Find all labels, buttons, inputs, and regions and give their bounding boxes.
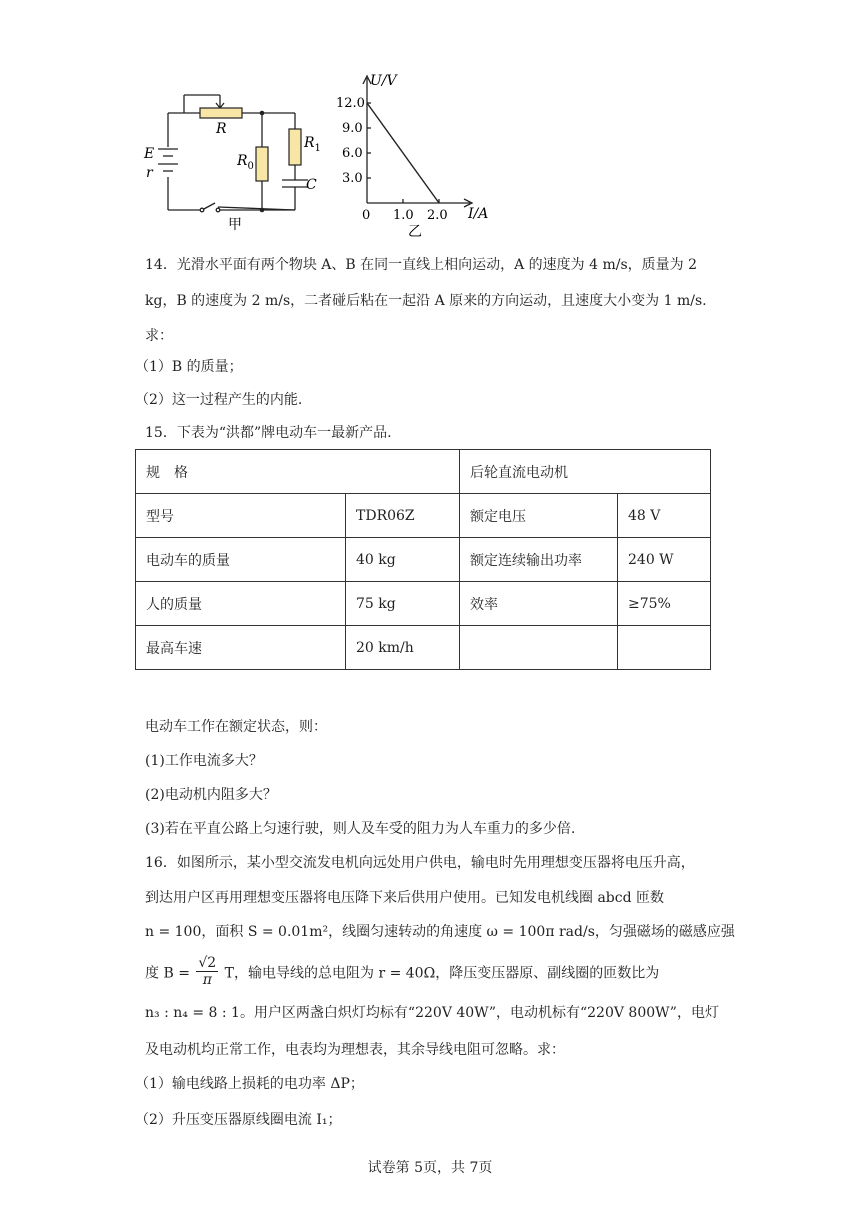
table-cell: 20 km/h <box>346 626 460 670</box>
fraction-numerator: √2 <box>198 955 217 971</box>
q15-intro: 15．下表为“洪都”牌电动车一最新产品. <box>145 425 392 441</box>
circuit-diagram <box>140 85 321 235</box>
q14-line3: 求： <box>145 328 173 344</box>
table-cell <box>460 626 618 670</box>
q16-line6: 及电动机均正常工作，电表均为理想表，其余导线电阻可忽略。求： <box>145 1042 565 1058</box>
q16-line4-suffix: T，输电导线的总电阻为 r = 40Ω，降压变压器原、副线圈的匝数比为 <box>224 965 660 982</box>
q16-sub2: （2）升压变压器原线圈电流 I₁； <box>135 1112 342 1128</box>
q15-sub1: (1)工作电流多大？ <box>145 753 263 769</box>
table-row <box>136 538 711 582</box>
q16-line4-prefix: 度 B = <box>145 965 190 982</box>
table-cell: 75 kg <box>346 582 460 626</box>
q16-line2: 到达用户区再用理想变压器将电压降下来后供用户使用。已知发电机线圈 abcd 匝数 <box>145 890 665 906</box>
table-cell: 48 V <box>618 494 711 538</box>
xtick-2: 2.0 <box>427 208 448 223</box>
graph-caption: 乙 <box>408 224 422 240</box>
table-cell <box>618 626 711 670</box>
table-cell: 电动车的质量 <box>136 538 346 582</box>
table-cell: 额定电压 <box>460 494 618 538</box>
label-capacitor: C <box>306 177 317 193</box>
xtick-0: 0 <box>362 208 371 223</box>
label-internal-r: r <box>146 165 153 181</box>
q14-sub2: （2）这一过程产生的内能. <box>135 392 303 408</box>
fraction <box>196 955 218 988</box>
q14-sub1: （1）B 的质量； <box>135 359 243 375</box>
q14-line2: kg，B 的速度为 2 m/s，二者碰后粘在一起沿 A 原来的方向运动，且速度大小变为 1 m/s. <box>145 293 707 309</box>
xtick-1: 1.0 <box>393 208 414 223</box>
table-row <box>136 494 711 538</box>
ytick-6: 6.0 <box>342 146 363 161</box>
q16-sub1: （1）输电线路上损耗的电功率 ΔP； <box>135 1076 364 1092</box>
table-cell: 效率 <box>460 582 618 626</box>
table-cell: 240 W <box>618 538 711 582</box>
q16-line3: n = 100，面积 S = 0.01m²，线圈匀速转动的角速度 ω = 100π rad/s，匀强磁场的磁感应强 <box>145 924 735 940</box>
table-cell: ≥75% <box>618 582 711 626</box>
q15-sub2: (2)电动机内阻多大？ <box>145 787 277 803</box>
label-rheostat: R <box>216 121 227 137</box>
ytick-12: 12.0 <box>336 96 365 111</box>
spec-table <box>135 449 711 670</box>
circuit-caption: 甲 <box>228 217 242 233</box>
q14-line1: 14．光滑水平面有两个物块 A、B 在同一直线上相向运动，A 的速度为 4 m/s，质量为 2 <box>145 257 698 273</box>
table-row <box>136 626 711 670</box>
q16-line1: 16．如图所示，某小型交流发电机向远处用户供电，输电时先用理想变压器将电压升高， <box>145 855 695 871</box>
q15-sub3: (3)若在平直公路上匀速行驶，则人及车受的阻力为人车重力的多少倍. <box>145 821 576 837</box>
table-row <box>136 450 711 494</box>
table-header-right: 后轮直流电动机 <box>460 450 711 494</box>
table-cell: 40 kg <box>346 538 460 582</box>
graph-xlabel: I/A <box>468 206 489 222</box>
ytick-3: 3.0 <box>342 171 363 186</box>
table-cell: 最高车速 <box>136 626 346 670</box>
fraction-denominator: π <box>202 972 212 988</box>
table-cell: 额定连续输出功率 <box>460 538 618 582</box>
q16-line5: n₃ : n₄ = 8 : 1。用户区两盏白炽灯均标有“220V 40W”，电动机标有“220V 800W”，电灯 <box>145 1005 719 1021</box>
table-cell: 型号 <box>136 494 346 538</box>
label-r0: $R_0$ <box>237 153 254 172</box>
table-cell: 人的质量 <box>136 582 346 626</box>
graph-ylabel: U/V <box>370 73 397 89</box>
ui-graph <box>330 68 500 240</box>
q15-state: 电动车工作在额定状态，则： <box>145 719 327 735</box>
label-r1: $R_1$ <box>304 135 321 154</box>
q16-line4 <box>145 957 659 990</box>
table-header-left: 规 格 <box>136 450 460 494</box>
ytick-9: 9.0 <box>342 121 363 136</box>
label-emf: E <box>144 146 155 162</box>
page-footer: 试卷第 5页，共 7页 <box>367 1160 493 1176</box>
ui-line <box>367 103 439 203</box>
table-row <box>136 582 711 626</box>
table-cell: TDR06Z <box>346 494 460 538</box>
